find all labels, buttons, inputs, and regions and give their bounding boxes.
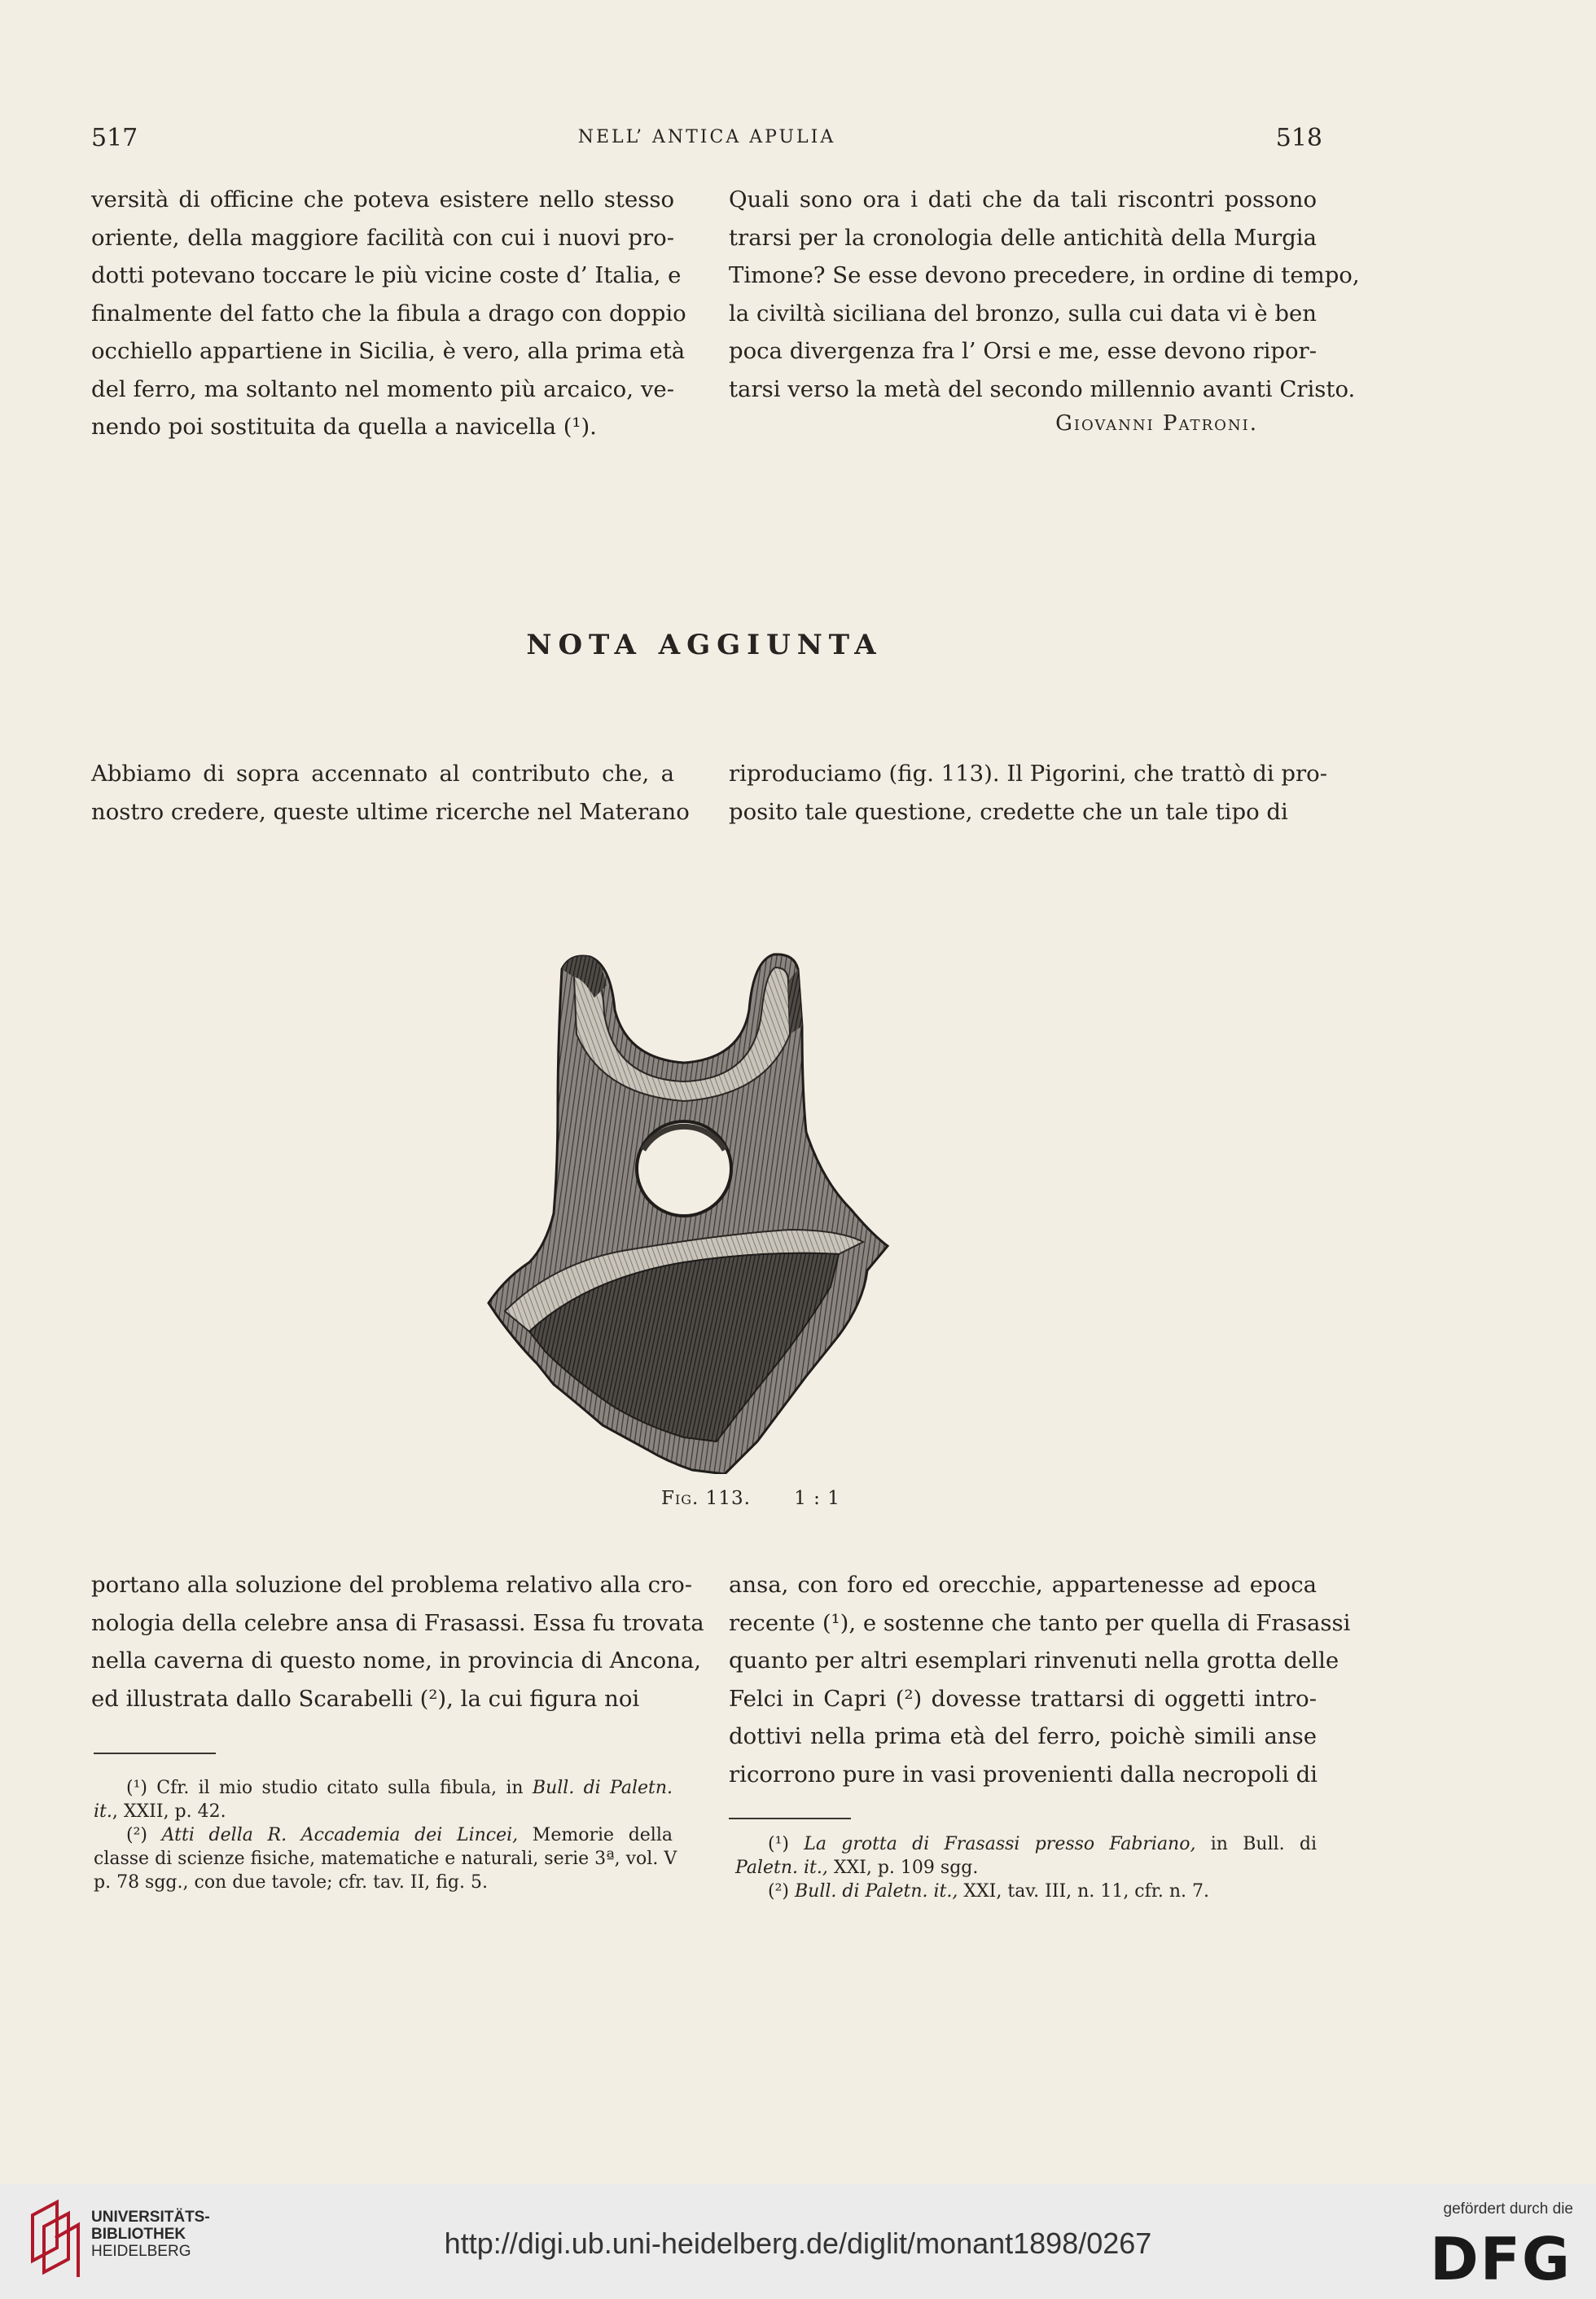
footnote-line: [126, 1776, 673, 1800]
footnote-text: XXI, tav. III, n. 11, cfr. n. 7.: [958, 1881, 1210, 1902]
footnote-mark: (²): [126, 1825, 147, 1845]
text-line: finalmente del fatto che la fibula a drago con doppio: [91, 300, 686, 327]
text-line: versità di officine che poteva esistere nello stesso: [91, 186, 674, 213]
footnote-text: Cfr. il mio studio citato sulla fibula, in: [147, 1778, 533, 1798]
text-line: nostro credere, queste ultime ricerche nel Materano: [91, 798, 690, 825]
bottom-left-column: [91, 1566, 704, 1718]
text-line: occhiello appartiene in Sicilia, è vero, alla prima età: [91, 338, 686, 364]
text-line: ed illustrata dallo Scarabelli (²), la cui figura noi: [91, 1685, 640, 1712]
text-line: poca divergenza fra l’ Orsi e me, esse devono ripor-: [729, 338, 1317, 364]
figure-113-ansa-illustration: [480, 920, 920, 1474]
text-line: Abbiamo di sopra accennato al contributo che, a: [91, 761, 674, 787]
text-line: oriente, della maggiore facilità con cui i nuovi pro-: [91, 224, 674, 251]
text-line: Timone? Se esse devono precedere, in ordine di tempo,: [729, 262, 1360, 288]
top-left-column: [91, 181, 686, 446]
digitization-footer: [0, 2184, 1596, 2299]
text-line: tarsi verso la metà del secondo millennio avanti Cristo.: [729, 375, 1356, 402]
footnote-line: [94, 1800, 673, 1823]
footnote-line: [735, 1856, 1317, 1880]
footnote-mark: (¹): [768, 1834, 789, 1854]
text-line: la civiltà siciliana del bronzo, sulla cui data vi è ben: [729, 300, 1317, 327]
footnote-italic: Paletn. it.,: [735, 1858, 828, 1878]
footnote-italic: Bull. di Paletn. it.,: [795, 1881, 958, 1902]
mid-right-column: [729, 755, 1328, 831]
footnote-italic: it.: [94, 1801, 112, 1822]
footnote-text: XXI, p. 109 sgg.: [827, 1858, 979, 1878]
text-line: Felci in Capri (²) dovesse trattarsi di oggetti intro-: [729, 1685, 1317, 1712]
footnote-line: [126, 1823, 673, 1847]
funding-label: gefördert durch die: [1443, 2200, 1573, 2218]
text-line: ricorrono pure in vasi provenienti dalla necropoli di: [729, 1761, 1318, 1788]
footnote-line: [768, 1832, 1317, 1856]
footnote-text: p. 78 sgg., con due tavole; cfr. tav. II, fig. 5.: [94, 1872, 488, 1893]
text-line: nologia della celebre ansa di Frasassi. Essa fu trovata: [91, 1609, 704, 1636]
footnote-text: in Bull. di: [1195, 1834, 1317, 1854]
section-title: NOTA AGGIUNTA: [526, 629, 883, 661]
footnote-mark: (¹): [126, 1778, 147, 1798]
footnote-rule-right: [729, 1818, 851, 1819]
text-line: trarsi per la cronologia delle antichità della Murgia: [729, 224, 1317, 251]
text-line: nella caverna di questo nome, in provincia di Ancona,: [91, 1647, 702, 1674]
running-title: NELL’ ANTICA APULIA: [577, 127, 836, 147]
footnotes-left: [94, 1776, 677, 1894]
text-line: posito tale questione, credette che un tale tipo di: [729, 798, 1288, 825]
footnotes-right: [729, 1832, 1317, 1903]
footnote-text: [789, 1881, 795, 1902]
footnote-italic: La grotta di Frasassi presso Fabriano,: [804, 1834, 1196, 1854]
footnote-italic: Bull. di Paletn.: [532, 1778, 673, 1798]
footnote-text: , XXII, p. 42.: [112, 1801, 226, 1822]
university-library-name: UNIVERSITÄTS- BIBLIOTHEK HEIDELBERG: [91, 2209, 210, 2260]
page-number-left: 517: [91, 124, 138, 152]
footnote-text: [789, 1834, 804, 1854]
footnote-italic: Atti della R. Accademia dei Lincei,: [161, 1825, 519, 1845]
mid-left-column: [91, 755, 690, 831]
figure-label: Fig. 113.: [661, 1488, 751, 1509]
footnote-mark: (²): [768, 1881, 789, 1902]
footnote-text: classe di scienze fisiche, matematiche e naturali, serie 3ª, vol. V: [94, 1849, 677, 1869]
text-line: nendo poi sostituita da quella a navicella (¹).: [91, 414, 597, 440]
footnote-text: Memorie della: [518, 1825, 673, 1845]
footnote-text: [147, 1825, 162, 1845]
text-line: dottivi nella prima età del ferro, poichè simili anse: [729, 1723, 1317, 1749]
text-line: quanto per altri esemplari rinvenuti nella grotta delle: [729, 1647, 1340, 1674]
author-signature: Giovanni Patroni.: [1055, 411, 1258, 436]
text-line: del ferro, ma soltanto nel momento più arcaico, ve-: [91, 375, 674, 402]
source-url-link[interactable]: http://digi.ub.uni-heidelberg.de/diglit/monant1898/0267: [444, 2227, 1152, 2260]
footnote-line: [94, 1871, 673, 1894]
page-number-right: 518: [1275, 124, 1322, 152]
text-line: riproduciamo (fig. 113). Il Pigorini, che trattò di pro-: [729, 761, 1328, 787]
dfg-logo: DFG: [1429, 2225, 1572, 2293]
text-line: portano alla soluzione del problema relativo alla cro-: [91, 1572, 693, 1598]
footnote-line: [768, 1880, 1317, 1903]
text-line: Quali sono ora i dati che da tali riscontri possono: [729, 186, 1317, 213]
footnote-rule-left: [94, 1753, 216, 1754]
figure-scale: 1 : 1: [794, 1488, 840, 1509]
bottom-right-column: [729, 1566, 1351, 1793]
top-right-column: [729, 181, 1360, 408]
footnote-line: [94, 1847, 677, 1871]
text-line: recente (¹), e sostenne che tanto per quella di Frasassi: [729, 1609, 1351, 1636]
figure-caption: [661, 1488, 840, 1509]
text-line: dotti potevano toccare le più vicine coste d’ Italia, e: [91, 262, 682, 288]
text-line: ansa, con foro ed orecchie, appartenesse ad epoca: [729, 1572, 1317, 1598]
running-header: [91, 124, 1322, 156]
